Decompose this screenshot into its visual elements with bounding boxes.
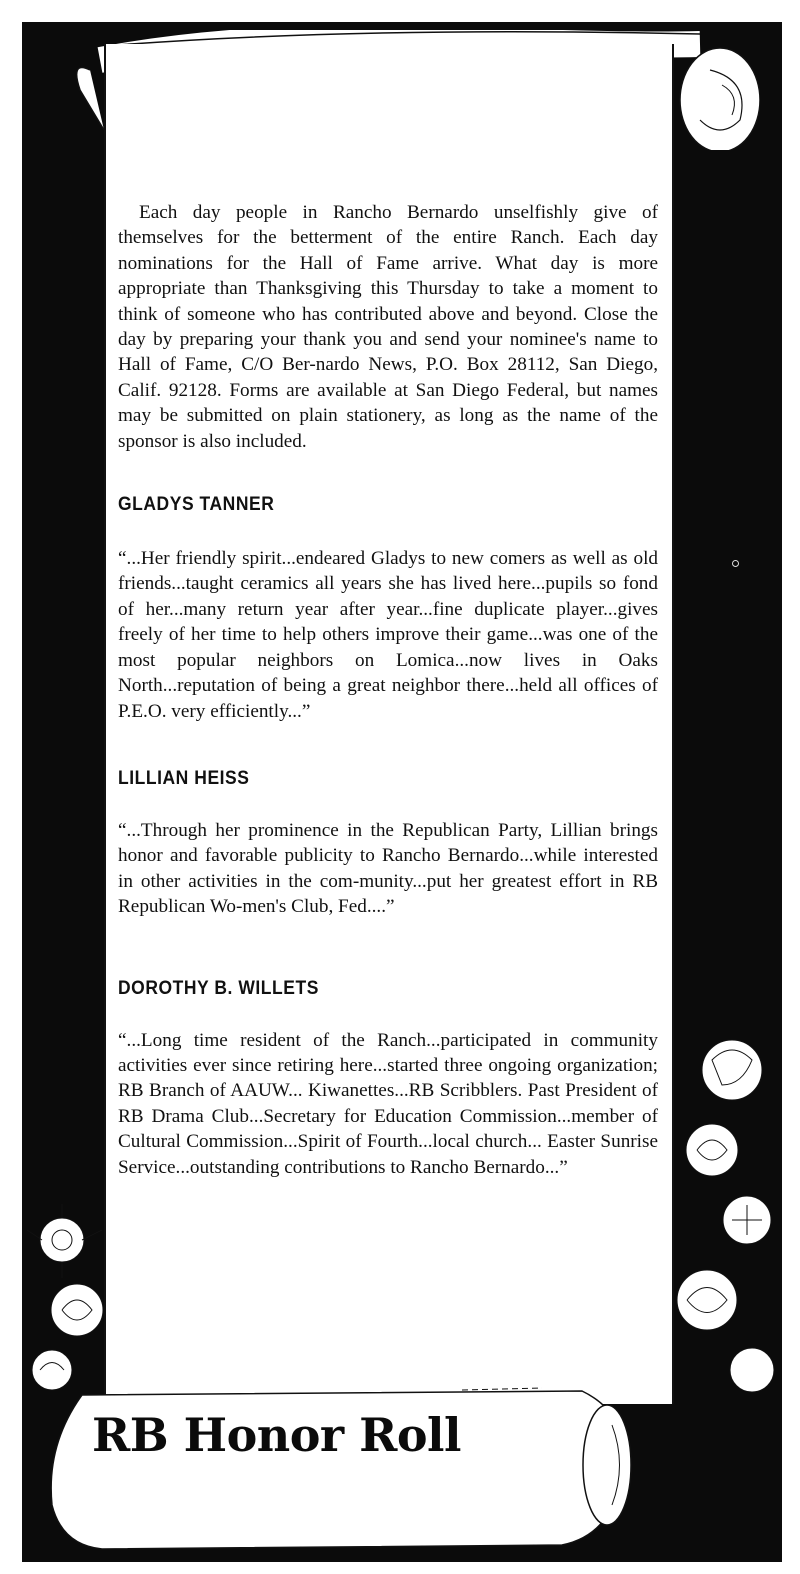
honoree-name: DOROTHY B. WILLETS	[118, 977, 319, 999]
honoree-quote: “...Her friendly spirit...endeared Gladys to new comers as well as old friends...taught ceramics all years she has lived here...pupils so fond of her...many return year after year...fine duplicate player...gives freely of her time to help others improve their game...was one of the most popular neighbors on Lomica...now lives in Oaks North...reputation of being a great neighbor there...held all offices of P.E.O. very efficiently...”	[118, 548, 658, 722]
intro-paragraph: Each day people in Rancho Bernardo unselfishly give of themselves for the betterment of the entire Ranch. Each day nominations for the Hall of Fame arrive. What day is more appropriate than Thanksgiving this Thursday to take a moment to think of someone who has contributed above and beyond. Close the day by preparing your thank you and send your nominee's name to Hall of Fame, C/O Ber-nardo News, P.O. Box 28112, San Diego, Calif. 92128. Forms are available at San Diego Federal, but names may be submitted on plain stationery, as long as the name of the sponsor is also included.	[118, 202, 658, 452]
flower-right-icon	[672, 1030, 782, 1410]
decorative-dot	[732, 560, 739, 567]
flower-left-icon	[22, 1200, 112, 1400]
honoree-name: GLADYS TANNER	[118, 494, 275, 516]
honor-roll-title: RB Honor Roll	[92, 1408, 462, 1462]
honoree-quote: “...Long time resident of the Ranch...participated in community activities ever since retiring here...started three ongoing organization; RB Branch of AAUW... Kiwanettes...RB Scribblers. Past President of RB Drama Club...Secretary for Education Commission...member of Cultural Commission...Spirit of Fourth...local church... Easter Sunrise Service...outstanding contributions to Rancho Bernardo...”	[118, 1029, 658, 1178]
honoree-name: LILLIAN HEISS	[118, 767, 250, 789]
honoree-quote: “...Through her prominence in the Republican Party, Lillian brings honor and favorable publicity to Rancho Bernardo...while interested in other activities in the com-munity...put her greatest effort in RB Republican Wo-men's Club, Fed....”	[118, 819, 658, 918]
article-content	[118, 200, 658, 1180]
